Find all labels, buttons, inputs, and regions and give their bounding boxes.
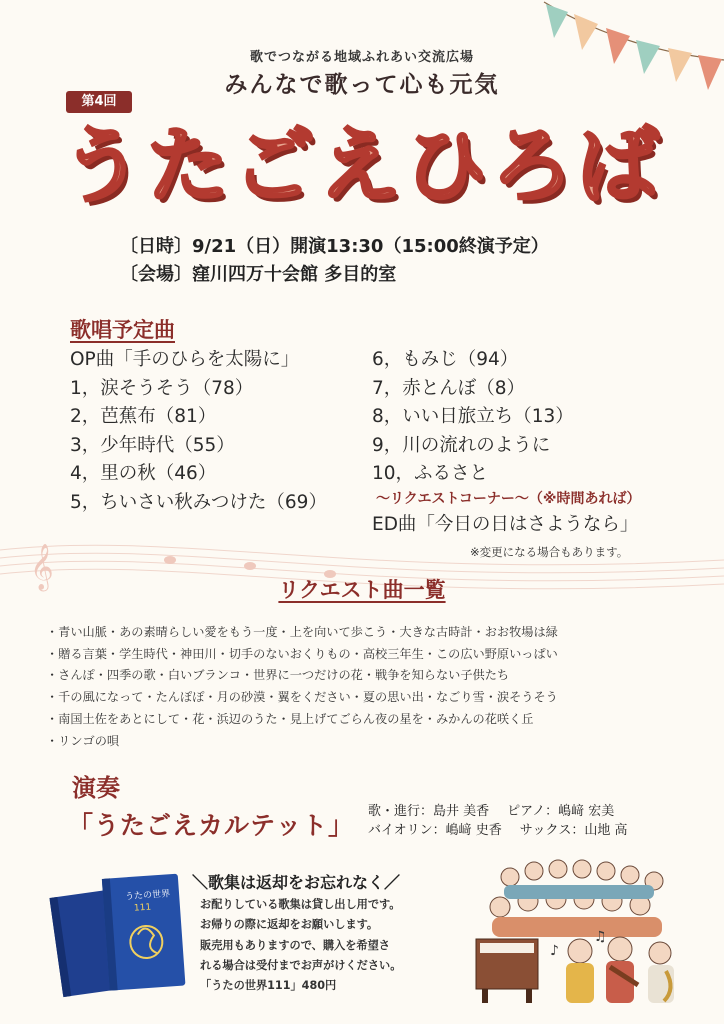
request-line: ・リンゴの唄 <box>46 733 120 748</box>
performance-heading: 演奏 <box>72 774 120 802</box>
songbook-illustration <box>46 862 196 1002</box>
date-line: 〔日時〕9/21（日）開演13:30（15:00終演予定） <box>120 236 549 257</box>
notice-line: お帰りの際に返却をお願いします。 <box>200 918 379 932</box>
request-line: ・贈る言葉・学生時代・神田川・切手のないおくりもの・高校三年生・この広い野原いっぱい <box>46 646 558 661</box>
svg-text:𝄞: 𝄞 <box>30 544 54 590</box>
song-item: 7，赤とんぼ（8） <box>372 377 526 399</box>
book-cover-title: うたの世界 <box>124 889 171 903</box>
request-line: ・さんぽ・四季の歌・白いブランコ・世界に一つだけの花・戦争を知らない子供たち <box>46 668 510 683</box>
song-item: 4，里の秋（46） <box>70 463 217 484</box>
song-item: 10，ふるさと <box>372 463 489 484</box>
member-sax: サックス：山地 高 <box>519 823 628 838</box>
request-line: ・青い山脈・あの素晴らしい愛をもう一度・上を向いて歩こう・大きな古時計・おお牧場は緑 <box>46 625 558 639</box>
svg-text:♪: ♪ <box>550 943 559 959</box>
tagline: 歌でつながる地域ふれあい交流広場 <box>249 50 474 65</box>
requests-heading: リクエスト曲一覧 <box>278 578 446 602</box>
song-item: 6，もみじ（94） <box>372 349 519 370</box>
request-line: ・千の風になって・たんぽぽ・月の砂漠・翼をください・夏の思い出・なごり雪・涙そうそう <box>46 690 558 705</box>
request-list <box>46 622 696 752</box>
notice-heading: ＼歌集は返却をお忘れなく／ <box>192 873 401 892</box>
song-item: OP曲「手のひらを太陽に」 <box>70 349 300 370</box>
book-cover-number: 111 <box>133 902 152 914</box>
song-item: 8，いい日旅立ち（13） <box>372 406 574 427</box>
svg-text:♫: ♫ <box>594 929 607 945</box>
member-vocal: 歌・進行：島井 美香 <box>368 804 490 819</box>
member-piano: ピアノ：嶋﨑 宏美 <box>507 804 615 819</box>
song-item: 5，ちいさい秋みつけた（69） <box>70 491 327 513</box>
edition-badge: 第4回 <box>66 91 132 113</box>
choir-illustration <box>470 855 680 1005</box>
notice-line: 「うたの世界111」480円 <box>200 979 337 993</box>
member-violin: バイオリン：嶋﨑 史香 <box>368 823 502 838</box>
song-item: 9，川の流れのように <box>372 434 551 456</box>
songs-heading: 歌唱予定曲 <box>70 318 175 342</box>
group-name: 「うたごえカルテット」 <box>68 811 355 840</box>
member-list <box>368 802 628 840</box>
change-note: ※変更になる場合もあります。 <box>470 545 629 559</box>
song-item: 2，芭蕉布（81） <box>70 406 217 427</box>
ed-song: ED曲「今日の日はさようなら」 <box>372 514 639 535</box>
subtitle: みんなで歌って心も元気 <box>224 72 500 98</box>
notice-line: 販売用もありますので、購入を希望さ <box>200 938 390 952</box>
main-title: うたごえひろば <box>60 119 663 214</box>
song-item: 1，涙そうそう（78） <box>70 377 254 399</box>
request-line: ・南国土佐をあとにして・花・浜辺のうた・見上げてごらん夜の星を・みかんの花咲く丘 <box>46 711 534 726</box>
notice-line: れる場合は受付までお声がけください。 <box>200 958 402 972</box>
notice-line: お配りしている歌集は貸し出し用です。 <box>200 898 401 911</box>
song-list-left <box>70 346 327 517</box>
venue-line: 〔会場〕窪川四万十会館 多目的室 <box>120 264 397 285</box>
request-corner-label: ～リクエストコーナー～（※時間あれば） <box>376 491 641 507</box>
song-list-right <box>372 346 574 489</box>
notice-body <box>200 895 401 996</box>
song-item: 3，少年時代（55） <box>70 434 235 456</box>
